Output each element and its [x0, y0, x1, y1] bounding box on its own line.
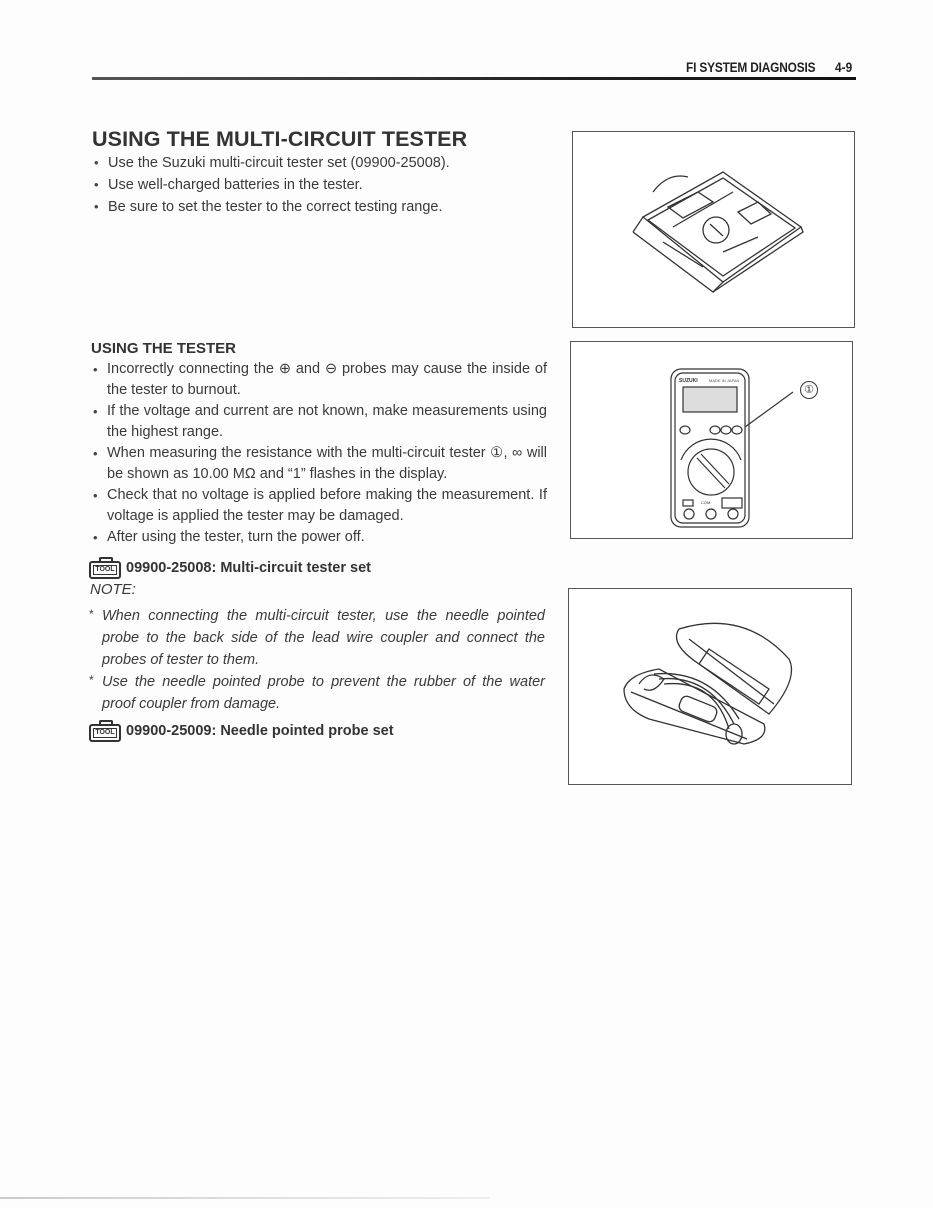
page-number: 4-9: [835, 60, 853, 75]
needle-probe-case-illustration: [569, 589, 853, 786]
note-item: * Use the needle pointed probe to prevent the rubber of the water proof coupler from damage.: [89, 671, 545, 715]
callout-marker: ①: [800, 381, 818, 399]
figure-needle-probe-case: [568, 588, 852, 785]
section1-bullet-list: [92, 152, 512, 218]
bullet-item: • Incorrectly connecting the ⊕ and ⊖ probes may cause the inside of the tester to burnout.: [91, 359, 547, 401]
bullet-item: • Use the Suzuki multi-circuit tester set (09900-25008).: [92, 152, 512, 174]
bullet-item: • Check that no voltage is applied before making the measurement. If voltage is applied the tester may be damaged.: [91, 485, 547, 527]
note-item: * When connecting the multi-circuit tester, use the needle pointed probe to the back side of the lead wire coupler and connect the probes of tester to them.: [89, 605, 545, 671]
section-header-title: FI SYSTEM DIAGNOSIS: [686, 60, 816, 75]
figure-tester-case: [572, 131, 855, 328]
note-list: [89, 605, 545, 715]
tool-icon-label: TOOL: [95, 566, 115, 573]
bullet-item: • If the voltage and current are not known, make measurements using the highest range.: [91, 401, 547, 443]
com-port-label: COM: [701, 500, 711, 505]
section-title-using-tester: USING THE TESTER: [91, 340, 237, 357]
tool-icon-label: TOOL: [95, 729, 115, 736]
brand-text: SUZUKI: [679, 378, 698, 384]
special-tool-line: [89, 720, 394, 742]
section-title-multi-circuit-tester: USING THE MULTI-CIRCUIT TESTER: [92, 127, 468, 151]
made-in-text: MADE IN JAPAN: [709, 378, 740, 383]
toolbox-icon: [89, 561, 121, 579]
tool-part-label: 09900-25009: Needle pointed probe set: [126, 723, 394, 739]
special-tool-line: [89, 557, 371, 579]
section2-bullet-list: [91, 359, 547, 548]
multi-circuit-tester-illustration: [571, 342, 854, 540]
bullet-item: • After using the tester, turn the power off.: [91, 527, 547, 548]
header-divider: [92, 77, 856, 80]
bullet-item: • Be sure to set the tester to the correct testing range.: [92, 196, 512, 218]
figure-multi-circuit-tester: [570, 341, 853, 539]
toolbox-icon: [89, 724, 121, 742]
bullet-item: • When measuring the resistance with the multi-circuit tester ①, ∞ will be shown as 10.00 MΩ and “1” flashes in the display.: [91, 443, 547, 485]
bullet-item: • Use well-charged batteries in the tester.: [92, 174, 512, 196]
tester-case-illustration: [573, 132, 856, 329]
footer-divider: [0, 1197, 490, 1199]
note-label: NOTE:: [90, 581, 136, 598]
tool-part-label: 09900-25008: Multi-circuit tester set: [126, 560, 371, 576]
